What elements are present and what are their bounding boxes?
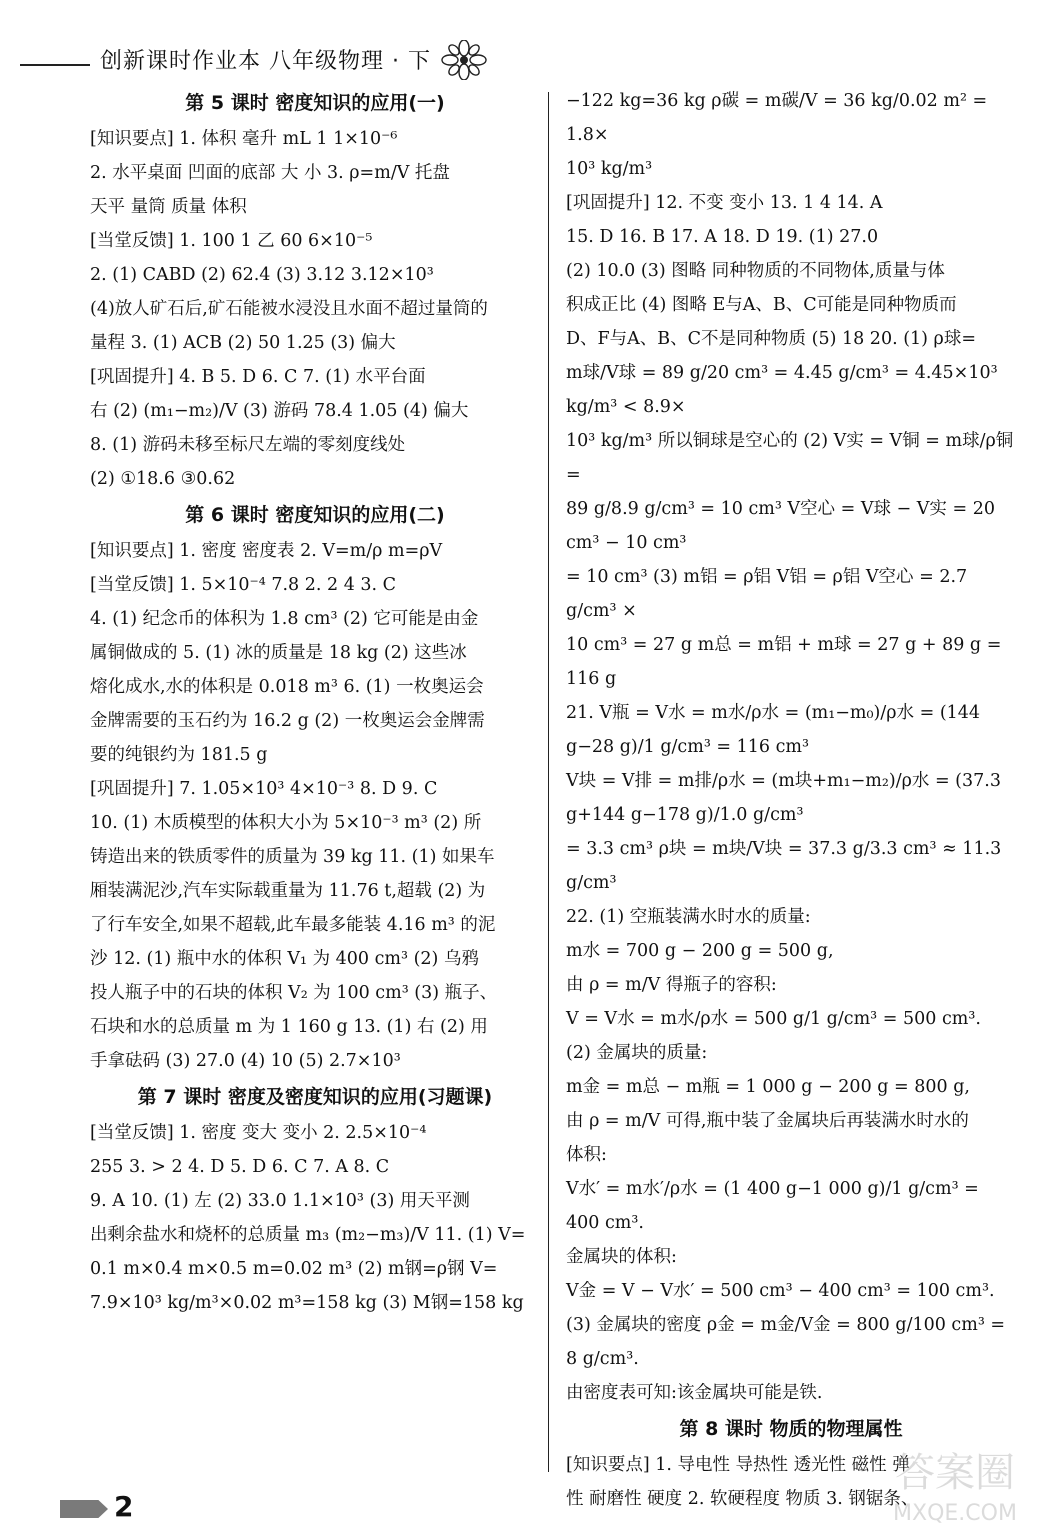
answer-line: −122 kg=36 kg ρ碳 = m碳/V = 36 kg/0.02 m² = 1.8× bbox=[566, 91, 988, 145]
answer-line: (2) ①18.6 ③0.62 bbox=[90, 469, 236, 489]
answer-line: 255 3. > 2 4. D 5. D 6. C 7. A 8. C bbox=[90, 1157, 390, 1177]
answer-line: 性 耐磨性 硬度 2. 软硬程度 物质 3. 钢锯条、 bbox=[566, 1489, 919, 1509]
answer-line: (2) 金属块的质量: bbox=[566, 1043, 708, 1063]
lesson-title: 第 5 课时 密度知识的应用(一) bbox=[185, 92, 445, 114]
answer-line: 右 (2) (m₁−m₂)/V (3) 游码 78.4 1.05 (4) 偏大 bbox=[90, 401, 469, 421]
arrow-icon bbox=[60, 1500, 108, 1518]
answer-line: = 10 cm³ (3) m铝 = ρ铝 V铝 = ρ铝 V空心 = 2.7 g/cm³ × bbox=[566, 567, 968, 621]
watermark-sub: MXQE.COM bbox=[893, 1501, 1017, 1526]
book-title: 创新课时作业本 八年级物理 · 下 bbox=[100, 49, 431, 74]
answer-line: 沙 12. (1) 瓶中水的体积 V₁ 为 400 cm³ (2) 乌鸦 bbox=[90, 949, 479, 969]
answer-line: 石块和水的总质量 m 为 1 160 g 13. (1) 右 (2) 用 bbox=[90, 1017, 488, 1037]
answer-line: 9. A 10. (1) 左 (2) 33.0 1.1×10³ (3) 用天平测 bbox=[90, 1191, 470, 1211]
answer-line: 10. (1) 木质模型的体积大小为 5×10⁻³ m³ (2) 所 bbox=[90, 813, 482, 833]
answer-line: 89 g/8.9 g/cm³ = 10 cm³ V空心 = V球 − V实 = 20 cm³ − 10 cm³ bbox=[566, 499, 995, 553]
answer-line: (3) 金属块的密度 ρ金 = m金/V金 = 800 g/100 cm³ = 8 g/cm³. bbox=[566, 1315, 1006, 1369]
flower-icon bbox=[440, 40, 488, 80]
answer-line: [当堂反馈] 1. 密度 变大 变小 2. 2.5×10⁻⁴ bbox=[90, 1123, 427, 1143]
answer-line: 21. V瓶 = V水 = m水/ρ水 = (m₁−m₀)/ρ水 = (144 g−28 g)/1 g/cm³ = 116 cm³ bbox=[566, 703, 981, 757]
answer-line: m金 = m总 − m瓶 = 1 000 g − 200 g = 800 g, bbox=[566, 1077, 970, 1097]
answer-line: V = V水 = m水/ρ水 = 500 g/1 g/cm³ = 500 cm³. bbox=[566, 1009, 981, 1029]
answer-line: (2) 10.0 (3) 图略 同种物质的不同物体,质量与体 bbox=[566, 261, 945, 281]
answer-line: 10 cm³ = 27 g m总 = m铝 + m球 = 27 g + 89 g = 116 g bbox=[566, 635, 1002, 689]
answer-line: 0.1 m×0.4 m×0.5 m=0.02 m³ (2) m钢=ρ钢 V= bbox=[90, 1259, 498, 1279]
answer-line: 7.9×10³ kg/m³×0.02 m³=158 kg (3) M钢=158 kg bbox=[90, 1293, 524, 1313]
answer-line: 积成正比 (4) 图略 E与A、B、C可能是同种物质而 bbox=[566, 295, 957, 315]
page-header bbox=[20, 38, 500, 82]
column-divider bbox=[548, 92, 549, 1472]
answer-line: 金牌需要的玉石约为 16.2 g (2) 一枚奥运会金牌需 bbox=[90, 711, 485, 731]
answer-line: 金属块的体积: bbox=[566, 1247, 677, 1267]
lesson-title: 第 7 课时 密度及密度知识的应用(习题课) bbox=[137, 1086, 493, 1108]
page-number: 2 bbox=[114, 1490, 134, 1523]
answer-line: [巩固提升] 7. 1.05×10³ 4×10⁻³ 8. D 9. C bbox=[90, 779, 438, 799]
answer-line: 熔化成水,水的体积是 0.018 m³ 6. (1) 一枚奥运会 bbox=[90, 677, 484, 697]
answer-line: 10³ kg/m³ 所以铜球是空心的 (2) V实 = V铜 = m球/ρ铜 = bbox=[566, 431, 1014, 485]
answer-line: 投人瓶子中的石块的体积 V₂ 为 100 cm³ (3) 瓶子、 bbox=[90, 983, 498, 1003]
answer-line: 8. (1) 游码未移至标尺左端的零刻度线处 bbox=[90, 435, 406, 455]
answer-line: 出剩余盐水和烧杯的总质量 m₃ (m₂−m₃)/V 11. (1) V= bbox=[90, 1225, 526, 1245]
answer-line: 厢装满泥沙,汽车实际载重量为 11.76 t,超载 (2) 为 bbox=[90, 881, 486, 901]
answer-line: [知识要点] 1. 密度 密度表 2. V=m/ρ m=ρV bbox=[90, 541, 443, 561]
answer-line: (4)放人矿石后,矿石能被水浸没且水面不超过量筒的 bbox=[90, 299, 488, 319]
answer-line: 手拿砝码 (3) 27.0 (4) 10 (5) 2.7×10³ bbox=[90, 1051, 401, 1071]
lesson-title: 第 8 课时 物质的物理属性 bbox=[679, 1418, 903, 1440]
answer-line: [当堂反馈] 1. 5×10⁻⁴ 7.8 2. 2 4 3. C bbox=[90, 575, 397, 595]
answer-line: 4. (1) 纪念币的体积为 1.8 cm³ (2) 它可能是由金 bbox=[90, 609, 479, 629]
answer-line: 由密度表可知:该金属块可能是铁. bbox=[566, 1383, 823, 1403]
answer-line: [巩固提升] 4. B 5. D 6. C 7. (1) 水平台面 bbox=[90, 367, 426, 387]
watermark-text: 答案圈 bbox=[895, 1450, 1015, 1496]
answer-line: = 3.3 cm³ ρ块 = m块/V块 = 37.3 g/3.3 cm³ ≈ 11.3 g/cm³ bbox=[566, 839, 1002, 893]
answer-line: D、F与A、B、C不是同种物质 (5) 18 20. (1) ρ球= bbox=[566, 329, 977, 349]
answer-line: V水′ = m水′/ρ水 = (1 400 g−1 000 g)/1 g/cm³ = 400 cm³. bbox=[566, 1179, 979, 1233]
answer-line: 属铜做成的 5. (1) 冰的质量是 18 kg (2) 这些冰 bbox=[90, 643, 467, 663]
answer-line: 2. 水平桌面 凹面的底部 大 小 3. ρ=m/V 托盘 bbox=[90, 163, 450, 183]
right-column bbox=[566, 84, 1016, 1516]
answer-line: 量程 3. (1) ACB (2) 50 1.25 (3) 偏大 bbox=[90, 333, 396, 353]
answer-line: m水 = 700 g − 200 g = 500 g, bbox=[566, 941, 834, 961]
answer-line: V块 = V排 = m排/ρ水 = (m块+m₁−m₂)/ρ水 = (37.3 g+144 g−178 g)/1.0 g/cm³ bbox=[566, 771, 1001, 825]
answer-line: 15. D 16. B 17. A 18. D 19. (1) 27.0 bbox=[566, 227, 879, 247]
answer-line: [巩固提升] 12. 不变 变小 13. 1 4 14. A bbox=[566, 193, 883, 213]
answer-line: m球/V球 = 89 g/20 cm³ = 4.45 g/cm³ = 4.45×10³ kg/m³ < 8.9× bbox=[566, 363, 998, 417]
answer-line: [知识要点] 1. 体积 毫升 mL 1 1×10⁻⁶ bbox=[90, 129, 398, 149]
header-rule bbox=[20, 64, 90, 66]
answer-line: [当堂反馈] 1. 100 1 乙 60 6×10⁻⁵ bbox=[90, 231, 373, 251]
answer-line: 铸造出来的铁质零件的质量为 39 kg 11. (1) 如果车 bbox=[90, 847, 495, 867]
answer-line: 了行车安全,如果不超载,此车最多能装 4.16 m³ 的泥 bbox=[90, 915, 496, 935]
left-column bbox=[90, 84, 540, 1320]
answer-line: 体积: bbox=[566, 1145, 607, 1165]
answer-line: 要的纯银约为 181.5 g bbox=[90, 745, 268, 765]
answer-line: V金 = V − V水′ = 500 cm³ − 400 cm³ = 100 cm³. bbox=[566, 1281, 995, 1301]
answer-line: 22. (1) 空瓶装满水时水的质量: bbox=[566, 907, 811, 927]
answer-line: 由 ρ = m/V 可得,瓶中装了金属块后再装满水时水的 bbox=[566, 1111, 969, 1131]
lesson-title: 第 6 课时 密度知识的应用(二) bbox=[185, 504, 445, 526]
watermark-logo bbox=[860, 1440, 1050, 1530]
answer-line: [知识要点] 1. 导电性 导热性 透光性 磁性 弹 bbox=[566, 1455, 910, 1475]
page-footer bbox=[60, 1488, 180, 1528]
answer-line: 10³ kg/m³ bbox=[566, 159, 653, 179]
answer-line: 天平 量筒 质量 体积 bbox=[90, 197, 247, 217]
answer-line: 由 ρ = m/V 得瓶子的容积: bbox=[566, 975, 777, 995]
answer-line: 2. (1) CABD (2) 62.4 (3) 3.12 3.12×10³ bbox=[90, 265, 434, 285]
